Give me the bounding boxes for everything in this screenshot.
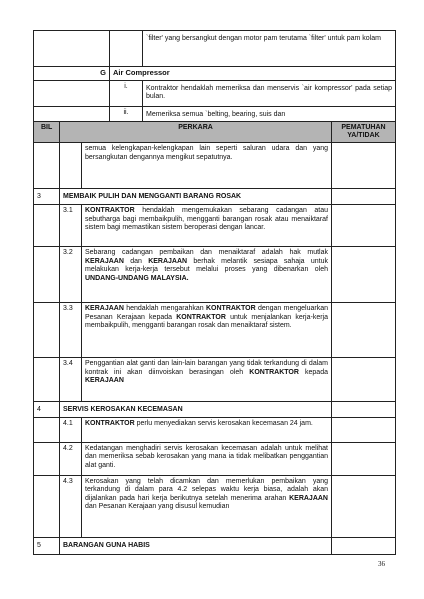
section-g-title: Air Compressor — [110, 67, 396, 81]
continuation-text: semua kelengkapan-kelengkapan lain seperti saluran udara dan yang bersangkutan dengannya mengikut sepatutnya. — [82, 143, 332, 189]
section-number: 4 — [34, 402, 60, 418]
item-number: 3.1 — [60, 205, 82, 247]
item-number: ii. — [110, 106, 143, 122]
bold-term: UNDANG-UNDANG MALAYSIA. — [85, 274, 189, 282]
item-i-row — [34, 80, 396, 106]
item-text: Sebarang cadangan pembaikan dan menaiktaraf adalah hak mutlak KERAJAAN dan KERAJAAN berhak melantik sesiapa sahaja untuk melakukan kerja-kerja tersebut melalui proses yang dibenarkan oleh UNDANG-UNDANG MALAYSIA. — [82, 247, 332, 303]
section-title: SERVIS KEROSAKAN KECEMASAN — [60, 402, 332, 418]
section-g-row — [34, 67, 396, 81]
section-number: 3 — [34, 189, 60, 205]
section-number: 5 — [34, 537, 60, 554]
bold-term: KERAJAAN — [85, 257, 124, 265]
item-text: Penggantian alat ganti dan lain-lain barangan yang tidak terkandung di dalam kontrak ini akan diinvoiskan berasingan oleh KONTRAKTOR kepada KERAJAAN — [82, 358, 332, 402]
table-row — [34, 417, 396, 442]
continuation-row — [34, 143, 396, 189]
table-row — [34, 247, 396, 303]
item-number: 3.3 — [60, 303, 82, 358]
item-text: Kontraktor hendaklah memeriksa dan menservis `air kompressor' pada setiap bulan. — [143, 80, 396, 106]
item-number: 4.3 — [60, 475, 82, 537]
header-row — [34, 122, 396, 143]
bold-term: KONTRAKTOR — [176, 313, 226, 321]
table-row — [34, 475, 396, 537]
table-row — [34, 442, 396, 475]
section-title: BARANGAN GUNA HABIS — [60, 537, 332, 554]
header-perkara: PERKARA — [60, 122, 332, 143]
bold-term: KONTRAKTOR — [205, 305, 256, 312]
section-row — [34, 402, 396, 418]
bold-term: KONTRAKTOR — [249, 368, 299, 376]
item-text: KERAJAAN hendaklah mengarahkan KONTRAKTOR dengan mengeluarkan Pesanan Kerajaan kepada KONTRAKTOR untuk menjalankan kerja-kerja membaikpulih, mengganti barangan rosak dan menaiktaraf sistem. — [82, 303, 332, 358]
filter-row — [34, 31, 396, 67]
bold-term: KONTRAKTOR — [85, 207, 135, 214]
bold-term: KERAJAAN — [85, 377, 124, 385]
bold-term: KERAJAAN — [148, 257, 188, 265]
item-number: 4.1 — [60, 417, 82, 442]
header-pematuhan: PEMATUHAN YA/TIDAK — [332, 122, 396, 143]
item-text: KONTRAKTOR hendaklah mengemukakan sebarang cadangan atau sebutharga bagi membaikpulih, mengganti barangan rosak atau menaiktaraf sistem bagi memastikan sistem beroperasi dengan lancar. — [82, 205, 332, 247]
header-bil: BIL — [34, 122, 60, 143]
item-number: 4.2 — [60, 442, 82, 475]
page-number: 36 — [378, 560, 385, 568]
filter-text: `filter' yang bersangkut dengan motor pam terutama `filter' untuk pam kolam — [143, 31, 396, 67]
main-table — [33, 121, 396, 555]
item-number: i. — [110, 80, 143, 106]
item-text: Kedatangan menghadiri servis kerosakan kecemasan adalah untuk melihat dan memeriksa sebab kerosakan yang mana ia tidak melibatkan penggantian alat ganti. — [82, 442, 332, 475]
item-text: KONTRAKTOR perlu menyediakan servis kerosakan kecemasan 24 jam. — [82, 417, 332, 442]
table-row — [34, 205, 396, 247]
item-ii-row — [34, 106, 396, 122]
bold-term: KERAJAAN — [85, 305, 124, 312]
section-title: MEMBAIK PULIH DAN MENGGANTI BARANG ROSAK — [60, 189, 332, 205]
bold-term: KONTRAKTOR — [85, 419, 135, 427]
bold-term: KERAJAAN — [289, 494, 328, 502]
item-text: Memeriksa semua `belting, bearing, suis dan — [143, 106, 396, 122]
item-text: Kerosakan yang telah dicamkan dan memerlukan pembaikan yang terkandung di dalam para 4.2 selepas waktu kerja biasa, adalah akan dijalankan pada hari kerja berikutnya setelah menerima arahan KERAJAAN dan Pesanan Kerajaan yang disusul kemudian — [82, 475, 332, 537]
table-row — [34, 358, 396, 402]
top-table — [33, 30, 396, 122]
section-g-letter: G — [34, 67, 110, 81]
section-row — [34, 189, 396, 205]
table-row — [34, 303, 396, 358]
item-number: 3.4 — [60, 358, 82, 402]
section-row — [34, 537, 396, 554]
item-number: 3.2 — [60, 247, 82, 303]
